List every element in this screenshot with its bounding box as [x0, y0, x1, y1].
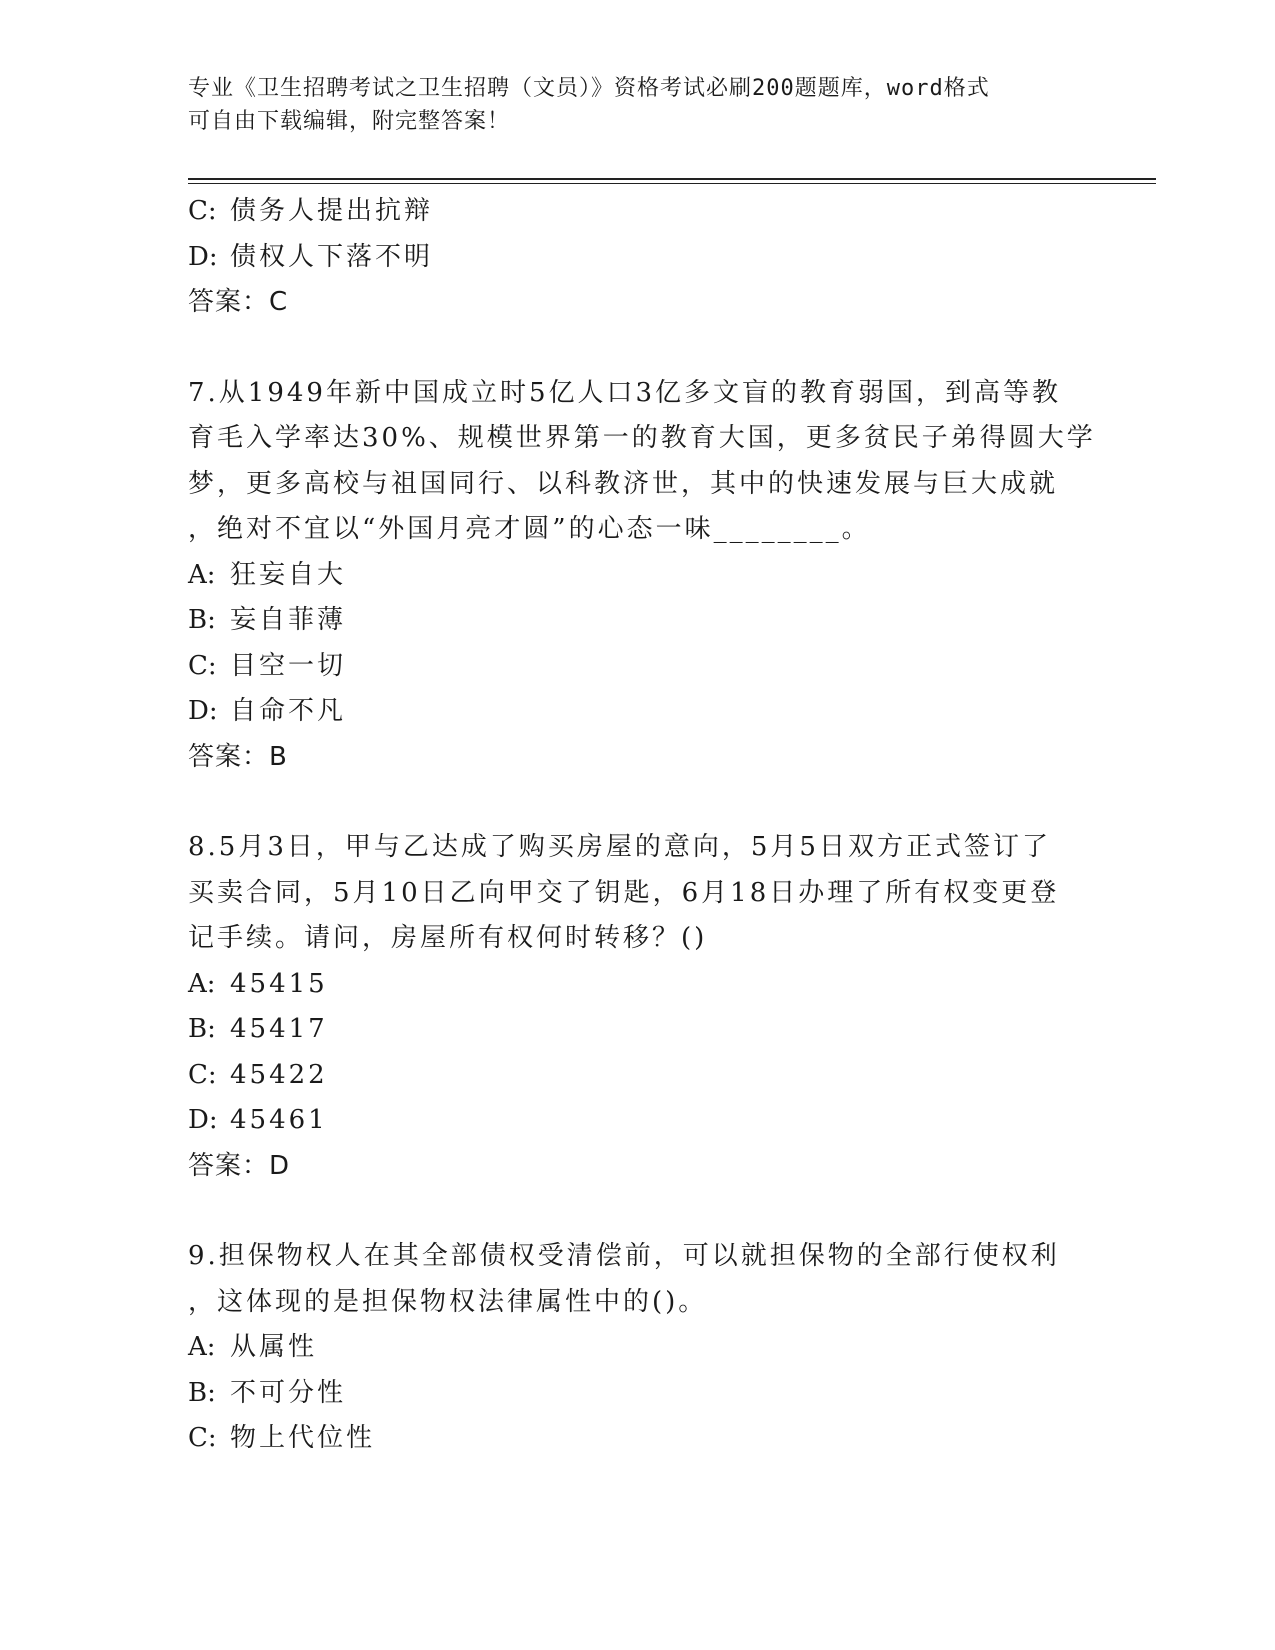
option-text: 债务人提出抗辩 — [230, 196, 434, 226]
option-c — [188, 644, 1088, 690]
option-d — [188, 689, 1088, 735]
option-c — [188, 189, 1088, 235]
question-text-line: 育毛入学率达30%、规模世界第一的教育大国，更多贫民子弟得圆大学 — [188, 423, 1096, 453]
option-text: 45415 — [230, 968, 328, 999]
option-label: A: — [188, 1332, 216, 1362]
option-d — [188, 235, 1088, 281]
question-text-line: ，这体现的是担保物权法律属性中的()。 — [188, 1286, 708, 1317]
option-text: 妄自菲薄 — [230, 605, 347, 635]
option-c — [188, 1053, 1088, 1099]
option-label: A: — [188, 968, 216, 999]
option-a — [188, 962, 1088, 1008]
question-9 — [188, 1234, 1088, 1462]
question-gap — [188, 780, 1088, 825]
option-c — [188, 1416, 1088, 1462]
option-label: D: — [188, 1105, 218, 1135]
question-text-line: 梦，更多高校与祖国同行、以科教济世，其中的快速发展与巨大成就 — [188, 468, 1059, 499]
question-text-line: 买卖合同，5月10日乙向甲交了钥匙，6月18日办理了所有权变更登 — [188, 877, 1060, 908]
option-text: 不可分性 — [230, 1377, 347, 1408]
question-text-line: 9.担保物权人在其全部债权受清偿前，可以就担保物的全部行使权利 — [188, 1241, 1060, 1271]
option-label: B: — [188, 605, 216, 635]
question-gap — [188, 326, 1088, 371]
option-label: C: — [188, 1423, 217, 1453]
option-a — [188, 553, 1088, 599]
option-b — [188, 1007, 1088, 1053]
option-text: 狂妄自大 — [230, 559, 347, 590]
header-divider-thin — [188, 183, 1156, 184]
option-b — [188, 1371, 1088, 1417]
option-label: C: — [188, 196, 217, 226]
question-6-tail — [188, 189, 1088, 326]
question-text-line: 7.从1949年新中国成立时5亿人口3亿多文盲的教育弱国，到高等教 — [188, 377, 1062, 408]
answer-line: 答案：C — [188, 287, 289, 317]
question-content — [188, 189, 1096, 1462]
answer-line: 答案：B — [188, 741, 288, 772]
option-text: 目空一切 — [230, 650, 347, 681]
document-header — [188, 72, 1088, 138]
option-label: A: — [188, 559, 216, 590]
question-7 — [188, 371, 1096, 781]
option-a — [188, 1325, 1088, 1371]
option-text: 45461 — [230, 1105, 328, 1135]
option-text: 债权人下落不明 — [230, 241, 434, 272]
option-text: 物上代位性 — [230, 1423, 376, 1453]
question-8 — [188, 825, 1088, 1189]
header-line-1: 专业《卫生招聘考试之卫生招聘（文员）》资格考试必刷200题题库，word格式 — [188, 76, 990, 101]
option-label: B: — [188, 1014, 216, 1044]
answer-line: 答案：D — [188, 1150, 291, 1181]
option-text: 45417 — [230, 1014, 328, 1044]
header-line-2: 可自由下载编辑，附完整答案！ — [188, 109, 511, 134]
option-label: B: — [188, 1377, 216, 1408]
question-text-line: ，绝对不宜以“外国月亮才圆”的心态一味________。 — [188, 514, 871, 544]
question-gap — [188, 1189, 1088, 1234]
question-text-line: 8.5月3日，甲与乙达成了购买房屋的意向，5月5日双方正式签订了 — [188, 832, 1051, 862]
option-label: C: — [188, 650, 217, 681]
option-text: 从属性 — [230, 1332, 318, 1362]
option-d — [188, 1098, 1088, 1144]
option-text: 自命不凡 — [230, 696, 347, 726]
option-b — [188, 598, 1088, 644]
question-text-line: 记手续。请问，房屋所有权何时转移？() — [188, 923, 708, 953]
option-label: D: — [188, 241, 218, 272]
header-divider-thick — [188, 178, 1156, 180]
option-text: 45422 — [230, 1059, 328, 1090]
option-label: C: — [188, 1059, 217, 1090]
option-label: D: — [188, 696, 218, 726]
